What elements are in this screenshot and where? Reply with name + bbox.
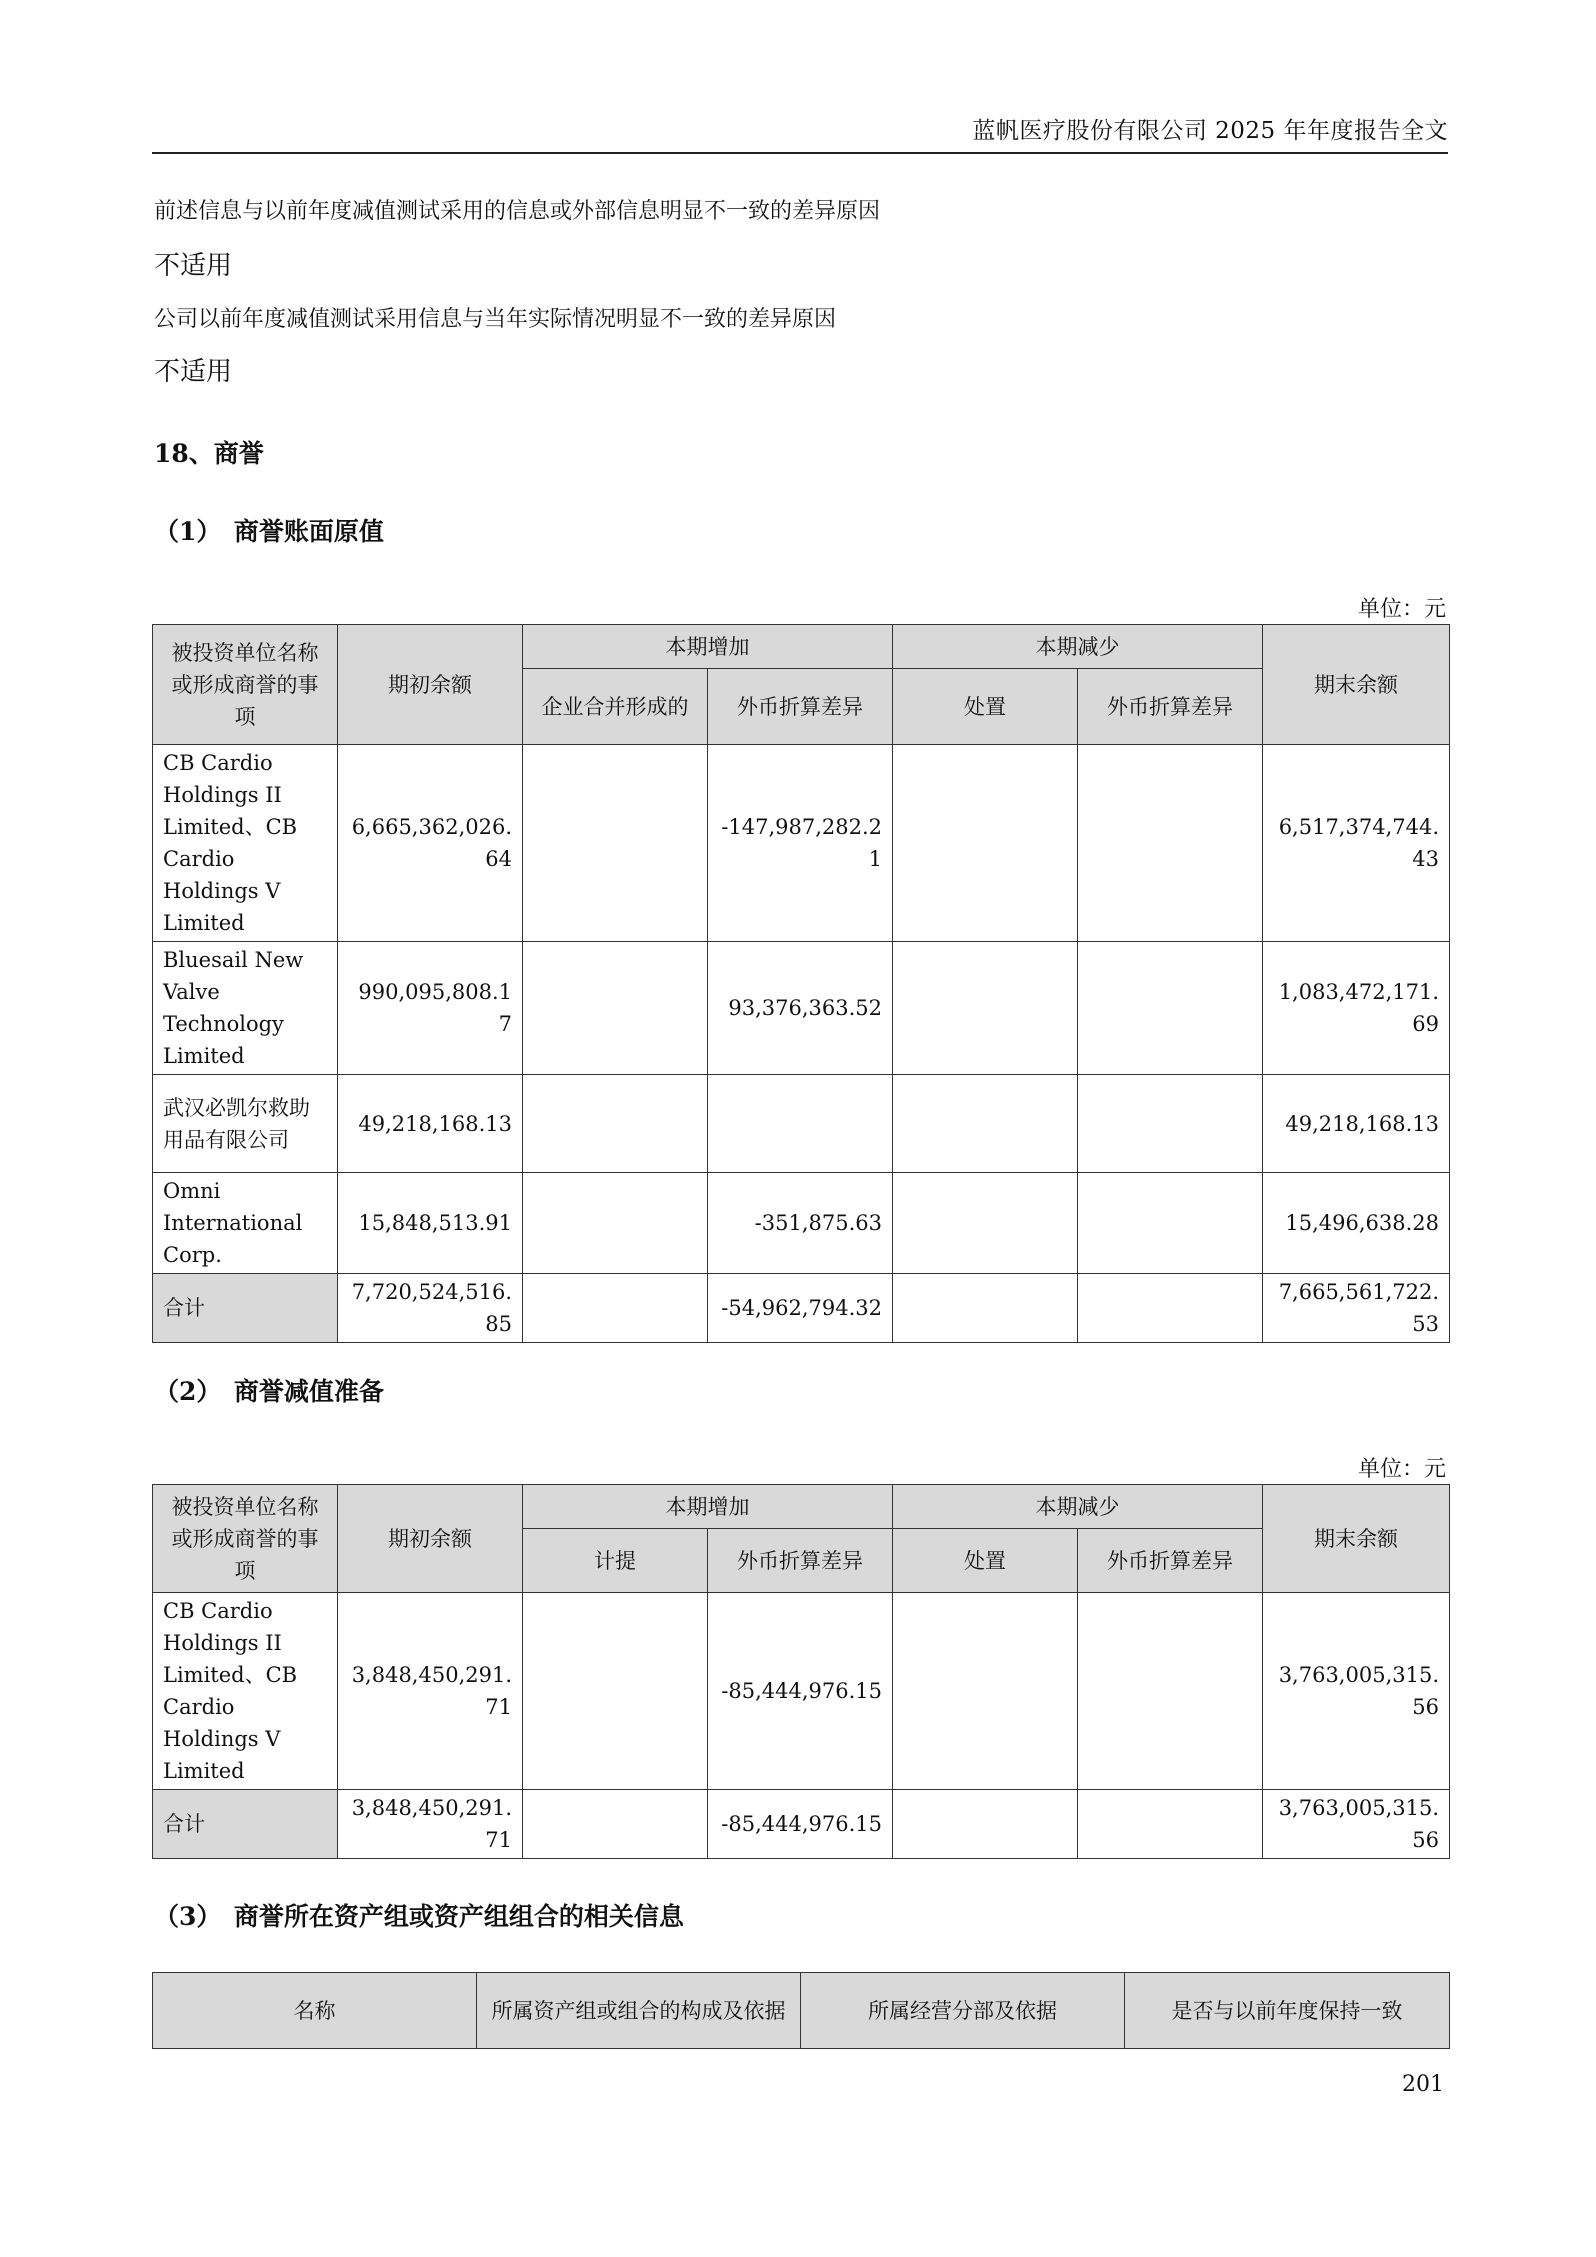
table-row (153, 745, 1450, 942)
row-entity-name: 武汉必凯尔救助用品有限公司 (153, 1075, 338, 1173)
header-divider (152, 152, 1448, 154)
header-consistent-with-prior-years: 是否与以前年度保持一致 (1125, 1973, 1450, 2049)
paragraph-prior-year-difference: 公司以前年度减值测试采用信息与当年实际情况明显不一致的差异原因 (154, 307, 837, 332)
table1-heading: （1） 商誉账面原值 (154, 517, 384, 546)
row-entity-name: CB Cardio Holdings II Limited、CB Cardio Holdings V Limited (153, 745, 338, 942)
row-closing: 1,083,472,171.69 (1263, 942, 1450, 1075)
row-increase-fx (708, 1075, 893, 1173)
row-decrease-disposal (893, 1593, 1078, 1790)
table-total-row (153, 1274, 1450, 1343)
row-decrease-disposal (893, 942, 1078, 1075)
row-increase-merger (523, 745, 708, 942)
paragraph-info-difference: 前述信息与以前年度减值测试采用的信息或外部信息明显不一致的差异原因 (154, 199, 881, 224)
row-decrease-disposal (893, 1173, 1078, 1274)
row-increase-fx: -351,875.63 (708, 1173, 893, 1274)
report-header-title: 蓝帆医疗股份有限公司 2025 年年度报告全文 (972, 118, 1448, 144)
row-entity-name: CB Cardio Holdings II Limited、CB Cardio Holdings V Limited (153, 1593, 338, 1790)
row-increase-fx: -147,987,282.21 (708, 745, 893, 942)
header-decrease: 本期减少 (893, 1485, 1263, 1529)
header-decrease-fx: 外币折算差异 (1078, 1529, 1263, 1593)
table1-unit: 单位：元 (1357, 597, 1446, 622)
row-decrease-disposal (893, 745, 1078, 942)
row-opening: 990,095,808.17 (338, 942, 523, 1075)
header-increase-merger: 企业合并形成的 (523, 669, 708, 745)
total-decrease-fx (1078, 1274, 1263, 1343)
header-closing-balance: 期末余额 (1263, 625, 1450, 745)
row-decrease-fx (1078, 1593, 1263, 1790)
header-decrease: 本期减少 (893, 625, 1263, 669)
row-closing: 15,496,638.28 (1263, 1173, 1450, 1274)
row-decrease-disposal (893, 1075, 1078, 1173)
row-closing: 49,218,168.13 (1263, 1075, 1450, 1173)
header-operating-segment: 所属经营分部及依据 (801, 1973, 1125, 2049)
header-opening-balance: 期初余额 (338, 1485, 523, 1593)
row-closing: 6,517,374,744.43 (1263, 745, 1450, 942)
header-name: 名称 (153, 1973, 477, 2049)
header-closing-balance: 期末余额 (1263, 1485, 1450, 1593)
total-decrease-fx (1078, 1790, 1263, 1859)
row-decrease-fx (1078, 745, 1263, 942)
header-increase: 本期增加 (523, 625, 893, 669)
row-increase-merger (523, 1075, 708, 1173)
header-increase-fx: 外币折算差异 (708, 1529, 893, 1593)
row-increase-fx: 93,376,363.52 (708, 942, 893, 1075)
header-increase: 本期增加 (523, 1485, 893, 1529)
row-opening: 49,218,168.13 (338, 1075, 523, 1173)
header-entity: 被投资单位名称或形成商誉的事项 (153, 625, 338, 745)
row-opening: 6,665,362,026.64 (338, 745, 523, 942)
total-label: 合计 (153, 1790, 338, 1859)
goodwill-impairment-table (152, 1484, 1450, 1859)
total-increase-merger (523, 1274, 708, 1343)
total-decrease-disposal (893, 1790, 1078, 1859)
total-opening: 3,848,450,291.71 (338, 1790, 523, 1859)
total-increase-provision (523, 1790, 708, 1859)
row-decrease-fx (1078, 1075, 1263, 1173)
row-opening: 15,848,513.91 (338, 1173, 523, 1274)
total-decrease-disposal (893, 1274, 1078, 1343)
row-decrease-fx (1078, 1173, 1263, 1274)
total-increase-fx: -85,444,976.15 (708, 1790, 893, 1859)
header-decrease-disposal: 处置 (893, 1529, 1078, 1593)
goodwill-asset-group-table (152, 1972, 1450, 2049)
row-opening: 3,848,450,291.71 (338, 1593, 523, 1790)
paragraph-not-applicable-2: 不适用 (154, 357, 233, 387)
table-row (153, 1075, 1450, 1173)
paragraph-not-applicable-1: 不适用 (154, 251, 233, 281)
row-closing: 3,763,005,315.56 (1263, 1593, 1450, 1790)
row-decrease-fx (1078, 942, 1263, 1075)
row-increase-fx: -85,444,976.15 (708, 1593, 893, 1790)
row-increase-merger (523, 942, 708, 1075)
header-increase-provision: 计提 (523, 1529, 708, 1593)
header-increase-fx: 外币折算差异 (708, 669, 893, 745)
table-row (153, 942, 1450, 1075)
total-closing: 3,763,005,315.56 (1263, 1790, 1450, 1859)
row-entity-name: Omni International Corp. (153, 1173, 338, 1274)
header-decrease-fx: 外币折算差异 (1078, 669, 1263, 745)
header-decrease-disposal: 处置 (893, 669, 1078, 745)
row-entity-name: Bluesail New Valve Technology Limited (153, 942, 338, 1075)
table-row (153, 1173, 1450, 1274)
row-increase-provision (523, 1593, 708, 1790)
table-total-row (153, 1790, 1450, 1859)
table2-heading: （2） 商誉减值准备 (154, 1377, 384, 1406)
table2-unit: 单位：元 (1357, 1457, 1446, 1482)
goodwill-original-value-table (152, 624, 1450, 1343)
section-title-goodwill: 18、商誉 (154, 439, 264, 468)
table3-heading: （3） 商誉所在资产组或资产组组合的相关信息 (154, 1902, 684, 1931)
total-closing: 7,665,561,722.53 (1263, 1274, 1450, 1343)
header-entity: 被投资单位名称或形成商誉的事项 (153, 1485, 338, 1593)
table-row (153, 1593, 1450, 1790)
row-increase-merger (523, 1173, 708, 1274)
total-increase-fx: -54,962,794.32 (708, 1274, 893, 1343)
header-asset-group-composition: 所属资产组或组合的构成及依据 (477, 1973, 801, 2049)
total-opening: 7,720,524,516.85 (338, 1274, 523, 1343)
header-opening-balance: 期初余额 (338, 625, 523, 745)
total-label: 合计 (153, 1274, 338, 1343)
page-number: 201 (1402, 2072, 1444, 2097)
